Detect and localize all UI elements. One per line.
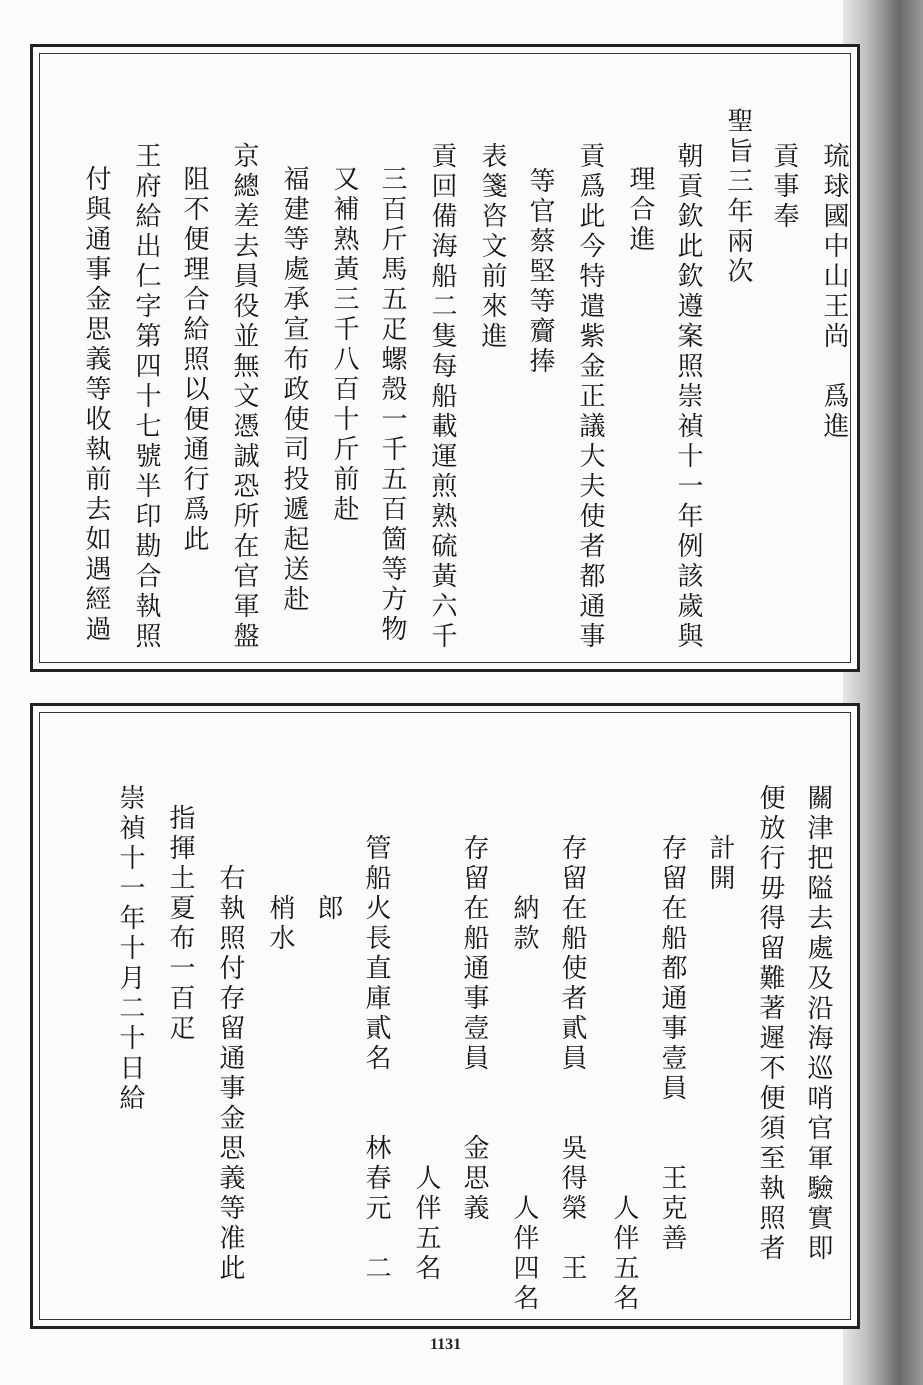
text-column: 指揮土夏布一百疋 [165, 804, 195, 1044]
text-column: 等官蔡堅等齎捧 [525, 167, 555, 377]
text-column: 付與通事金思義等收執前去如遇經過 [81, 165, 111, 645]
text-column: 琉球國中山王尚 爲進 [819, 142, 849, 442]
text-column: 梢水 [265, 834, 295, 954]
text-column: 三百斤馬五疋螺殼一千五百箇等方物 [377, 165, 407, 645]
text-column: 人伴五名 [609, 834, 639, 1314]
text-column: 貢回備海船二隻每船載運煎熟硫黃六千 [427, 142, 457, 652]
text-column: 貢爲此今特遣紫金正議大夫使者都通事 [575, 142, 605, 652]
top-document-panel [30, 44, 860, 672]
bottom-document-panel [30, 703, 860, 1329]
text-column: 便放行毋得留難著遲不便須至執照者 [755, 784, 785, 1264]
text-column: 貢事奉 [769, 142, 799, 232]
text-column: 郎 [313, 834, 343, 924]
text-column: 王府給出仁字第四十七號半印勘合執照 [131, 142, 161, 652]
text-column: 表箋咨文前來進 [477, 142, 507, 352]
text-column: 存留在船使者貳員 吳得榮 王 [557, 834, 587, 1284]
text-column: 右執照付存留通事金思義等准此 [215, 864, 245, 1284]
text-column: 福建等處承宣布政使司投遞起送赴 [279, 165, 309, 615]
text-column: 理合進 [625, 165, 655, 255]
text-column: 朝貢欽此欽遵案照崇禎十一年例該歲與 [673, 142, 703, 652]
text-column: 又補熟黃三千八百十斤前赴 [329, 165, 359, 525]
page-number: 1131 [430, 1336, 462, 1353]
text-column: 納款 人伴四名 [509, 834, 539, 1314]
text-column: 計開 [705, 834, 735, 894]
text-column: 管船火長直庫貳名 林春元 二 [361, 834, 391, 1284]
text-column: 存留在船通事壹員 金思義 [459, 834, 489, 1224]
text-column: 崇禎十一年十月二十日給 [115, 784, 145, 1114]
text-column: 關津把隘去處及沿海巡哨官軍驗實即 [803, 784, 833, 1264]
text-column: 聖旨三年兩次 [723, 107, 753, 287]
text-column: 京總差去員役並無文憑誠恐所在官軍盤 [229, 142, 259, 652]
bottom-panel-inner-border [39, 712, 851, 1320]
text-column: 人伴五名 [411, 834, 441, 1284]
text-column: 阻不便理合給照以便通行爲此 [179, 165, 209, 555]
text-column: 存留在船都通事壹員 王克善 [657, 834, 687, 1254]
